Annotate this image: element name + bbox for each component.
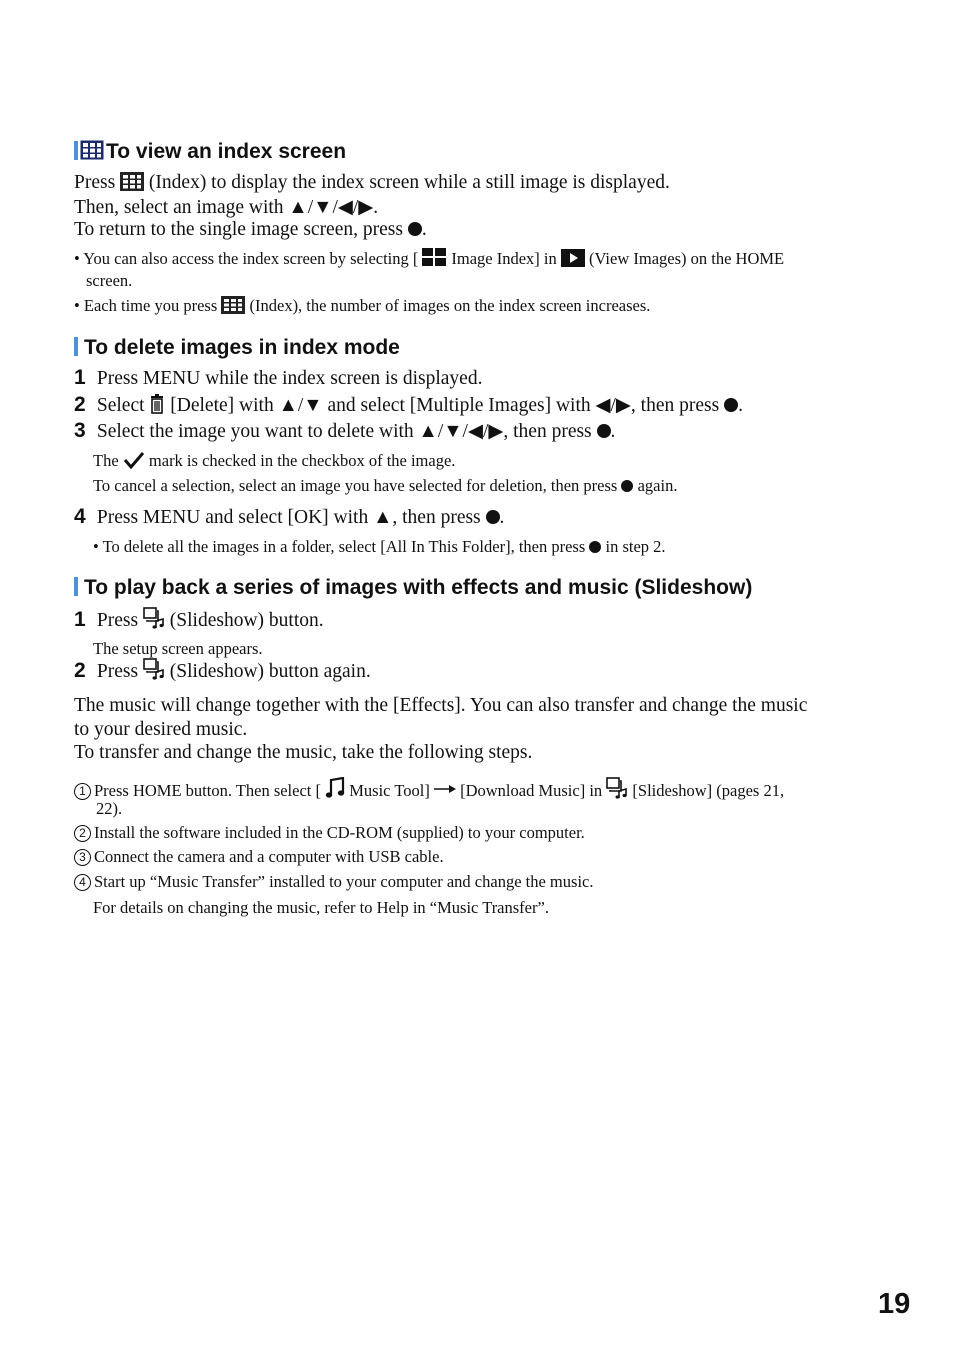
step-2: 2 Select [Delete] with ▲/▼ and select [Multiple Images] with ◀/▶, then press . [74,393,743,416]
checkmark-icon [123,451,145,469]
circled-number: 2 [74,825,91,842]
center-button-icon [589,541,601,553]
section-title: To delete images in index mode [84,336,400,359]
return-line: To return to the single image screen, press . [74,219,427,240]
step-1: 1 Press (Slideshow) button. [74,608,324,631]
center-button-icon [408,222,422,236]
heading-bar [74,577,78,596]
arrow-right-icon [434,783,456,795]
section-heading-index-screen [74,140,346,164]
step-4: 4 Press MENU and select [OK] with ▲, then press . [74,505,505,528]
slideshow-icon [143,658,165,680]
page-number: 19 [878,1288,911,1320]
heading-bar [74,337,78,356]
paragraph: To transfer and change the music, take the following steps. [74,742,533,763]
center-button-icon [486,510,500,524]
step-3: 3 Select the image you want to delete with ▲/▼/◀/▶, then press . [74,419,616,442]
index-instruction: Press (Index) to display the index screen while a still image is displayed. [74,172,670,193]
circled-step-continuation: 22). [96,799,123,818]
step-note: The mark is checked in the checkbox of the image. [93,451,456,470]
center-button-icon [724,398,738,412]
circled-step-2: 2 Install the software included in the CD-ROM (supplied) to your computer. [74,823,585,843]
bullet-item: • Each time you press (Index), the number of images on the index screen increases. [74,296,651,315]
step-2: 2 Press (Slideshow) button again. [74,659,371,682]
image-index-icon [422,248,447,267]
select-image-line: Then, select an image with ▲/▼/◀/▶. [74,197,379,218]
step-note: For details on changing the music, refer to Help in “Music Transfer”. [93,898,549,917]
circled-step-1: 1 Press HOME button. Then select [ Music Tool] [Download Music] in [Slideshow] (pages 21, [74,777,784,801]
circled-number: 3 [74,849,91,866]
circled-step-3: 3 Connect the camera and a computer with USB cable. [74,847,444,867]
bullet-item: • You can also access the index screen by selecting [ Image Index] in (View Images) on the HOME [74,249,785,268]
heading-bar [74,141,78,160]
circled-number: 1 [74,783,91,800]
trash-icon [149,394,165,414]
center-button-icon [597,424,611,438]
paragraph: to your desired music. [74,719,248,740]
index-button-icon [221,296,245,314]
slideshow-icon [606,777,628,799]
index-button-icon [120,172,144,191]
music-note-icon [325,777,345,799]
bullet-continuation: screen. [86,271,133,290]
step-note: The setup screen appears. [93,639,263,658]
bullet-item: • To delete all the images in a folder, select [All In This Folder], then press in step 2. [93,537,666,556]
center-button-icon [621,480,633,492]
paragraph: The music will change together with the [Effects]. You can also transfer and change the music [74,695,808,716]
view-images-icon [561,249,585,267]
section-title: To play back a series of images with effects and music (Slideshow) [84,576,753,599]
circled-number: 4 [74,874,91,891]
slideshow-icon [143,607,165,629]
circled-step-4: 4 Start up “Music Transfer” installed to your computer and change the music. [74,872,593,892]
section-title: To view an index screen [106,140,347,163]
index-icon [80,140,104,160]
section-heading-slideshow [74,576,752,600]
section-heading-delete-images [74,336,400,360]
step-1: 1 Press MENU while the index screen is displayed. [74,366,483,389]
step-note: To cancel a selection, select an image you have selected for deletion, then press again. [93,476,678,495]
